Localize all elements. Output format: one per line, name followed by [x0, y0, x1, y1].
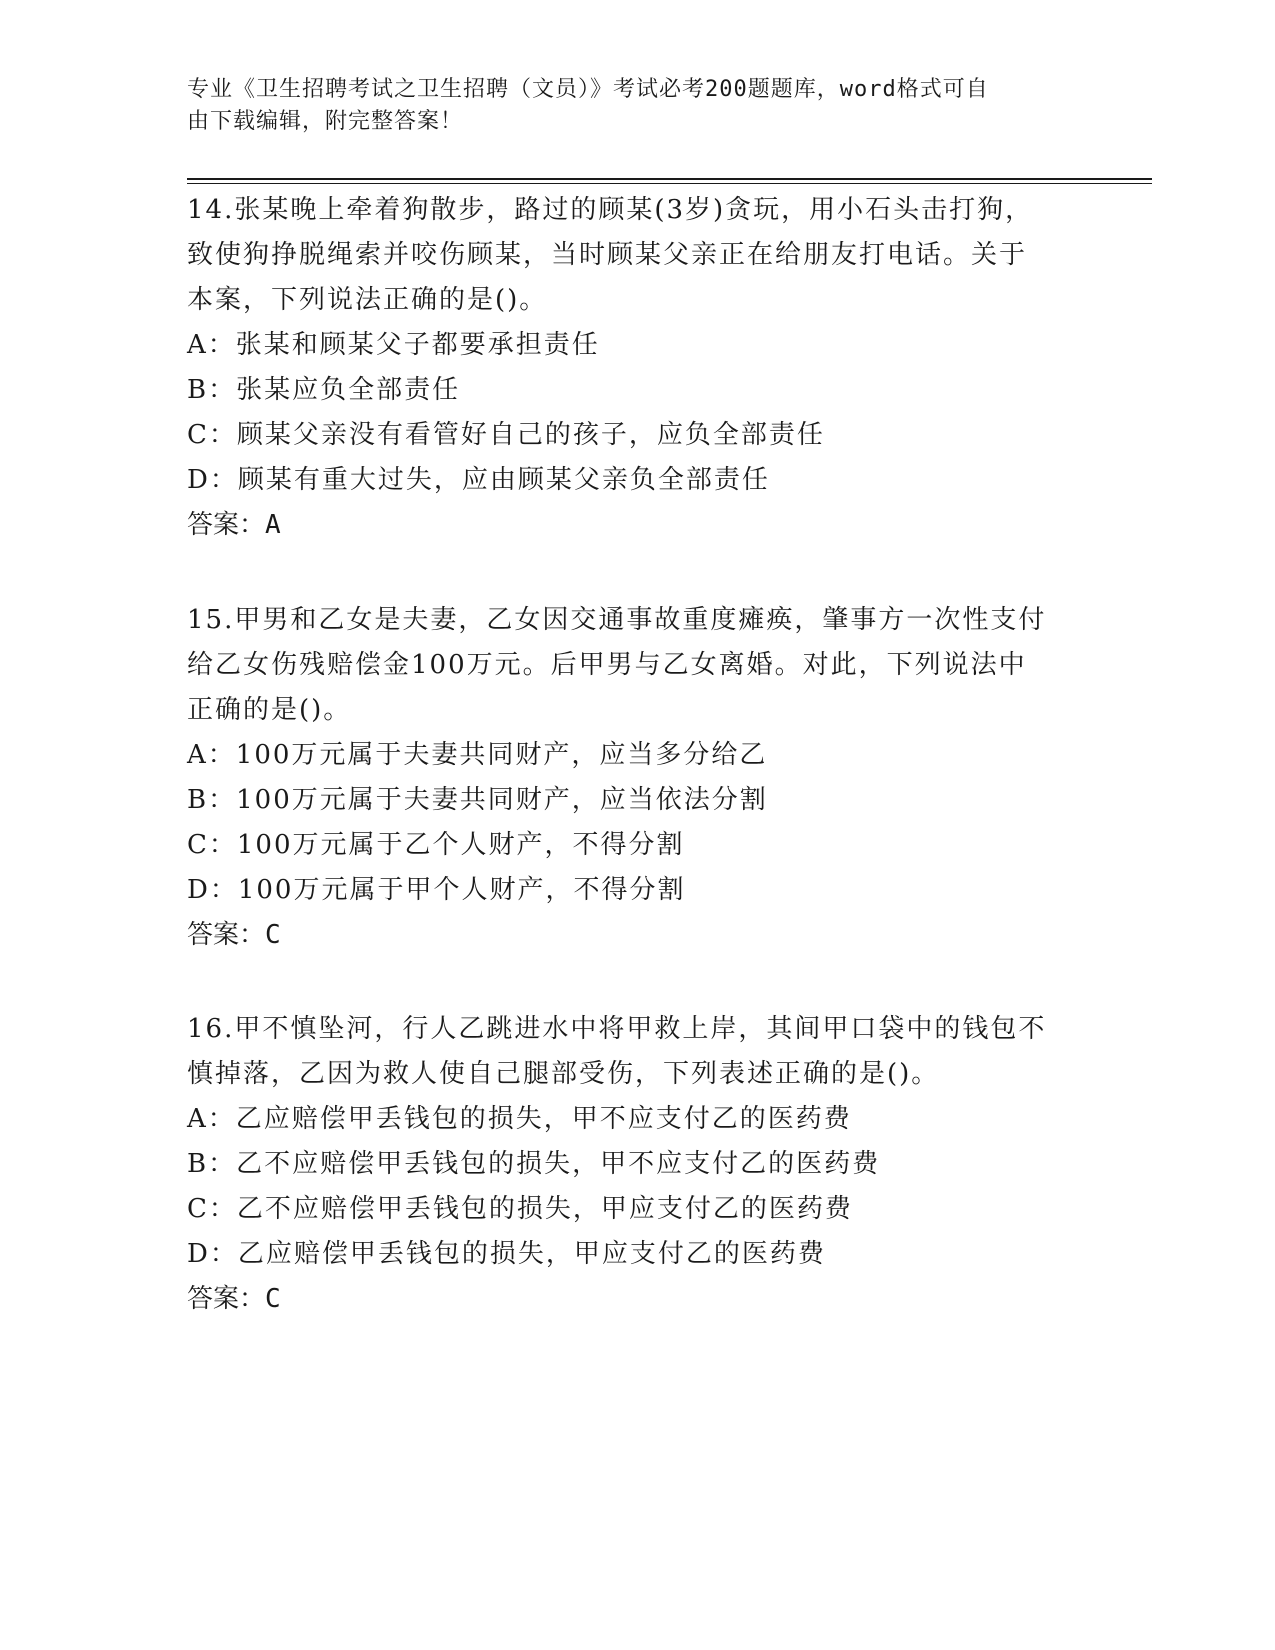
option-b: B：100万元属于夫妻共同财产，应当依法分割	[187, 785, 768, 815]
question-stem-line: 正确的是()。	[187, 695, 352, 725]
header-line-1: 专业《卫生招聘考试之卫生招聘（文员）》考试必考200题题库，word格式可自	[187, 77, 989, 102]
question-stem-line: 致使狗挣脱绳索并咬伤顾某，当时顾某父亲正在给朋友打电话。关于	[187, 240, 1028, 270]
header-divider-thin	[187, 183, 1152, 184]
option-a: A：100万元属于夫妻共同财产，应当多分给乙	[187, 740, 768, 770]
option-c: C：100万元属于乙个人财产，不得分割	[187, 830, 685, 860]
option-b: B：乙不应赔偿甲丢钱包的损失，甲不应支付乙的医药费	[187, 1149, 881, 1179]
option-c: C：顾某父亲没有看管好自己的孩子，应负全部责任	[187, 420, 825, 450]
header-divider-thick	[187, 178, 1152, 180]
question-stem-line: 15.甲男和乙女是夫妻，乙女因交通事故重度瘫痪，肇事方一次性支付	[187, 605, 1047, 635]
header-line-2: 由下载编辑，附完整答案！	[187, 109, 464, 134]
option-a: A：张某和顾某父子都要承担责任	[187, 330, 600, 360]
question-14	[187, 188, 1077, 548]
question-stem-line: 14.张某晚上牵着狗散步，路过的顾某(3岁)贪玩，用小石头击打狗，	[187, 195, 1034, 225]
option-d: D：100万元属于甲个人财产，不得分割	[187, 875, 686, 905]
question-15	[187, 598, 1077, 958]
question-stem-line: 给乙女伤残赔偿金100万元。后甲男与乙女离婚。对此，下列说法中	[187, 650, 1027, 680]
answer-line: 答案：A	[187, 510, 281, 540]
option-b: B：张某应负全部责任	[187, 375, 461, 405]
option-d: D：乙应赔偿甲丢钱包的损失，甲应支付乙的医药费	[187, 1239, 826, 1269]
question-16	[187, 1007, 1077, 1322]
answer-line: 答案：C	[187, 1284, 281, 1314]
document-header	[187, 74, 1067, 138]
option-d: D：顾某有重大过失，应由顾某父亲负全部责任	[187, 465, 770, 495]
question-stem-line: 16.甲不慎坠河，行人乙跳进水中将甲救上岸，其间甲口袋中的钱包不	[187, 1014, 1047, 1044]
question-stem-line: 慎掉落，乙因为救人使自己腿部受伤，下列表述正确的是()。	[187, 1059, 940, 1089]
answer-line: 答案：C	[187, 920, 281, 950]
option-c: C：乙不应赔偿甲丢钱包的损失，甲应支付乙的医药费	[187, 1194, 853, 1224]
question-stem-line: 本案，下列说法正确的是()。	[187, 285, 548, 315]
option-a: A：乙应赔偿甲丢钱包的损失，甲不应支付乙的医药费	[187, 1104, 852, 1134]
